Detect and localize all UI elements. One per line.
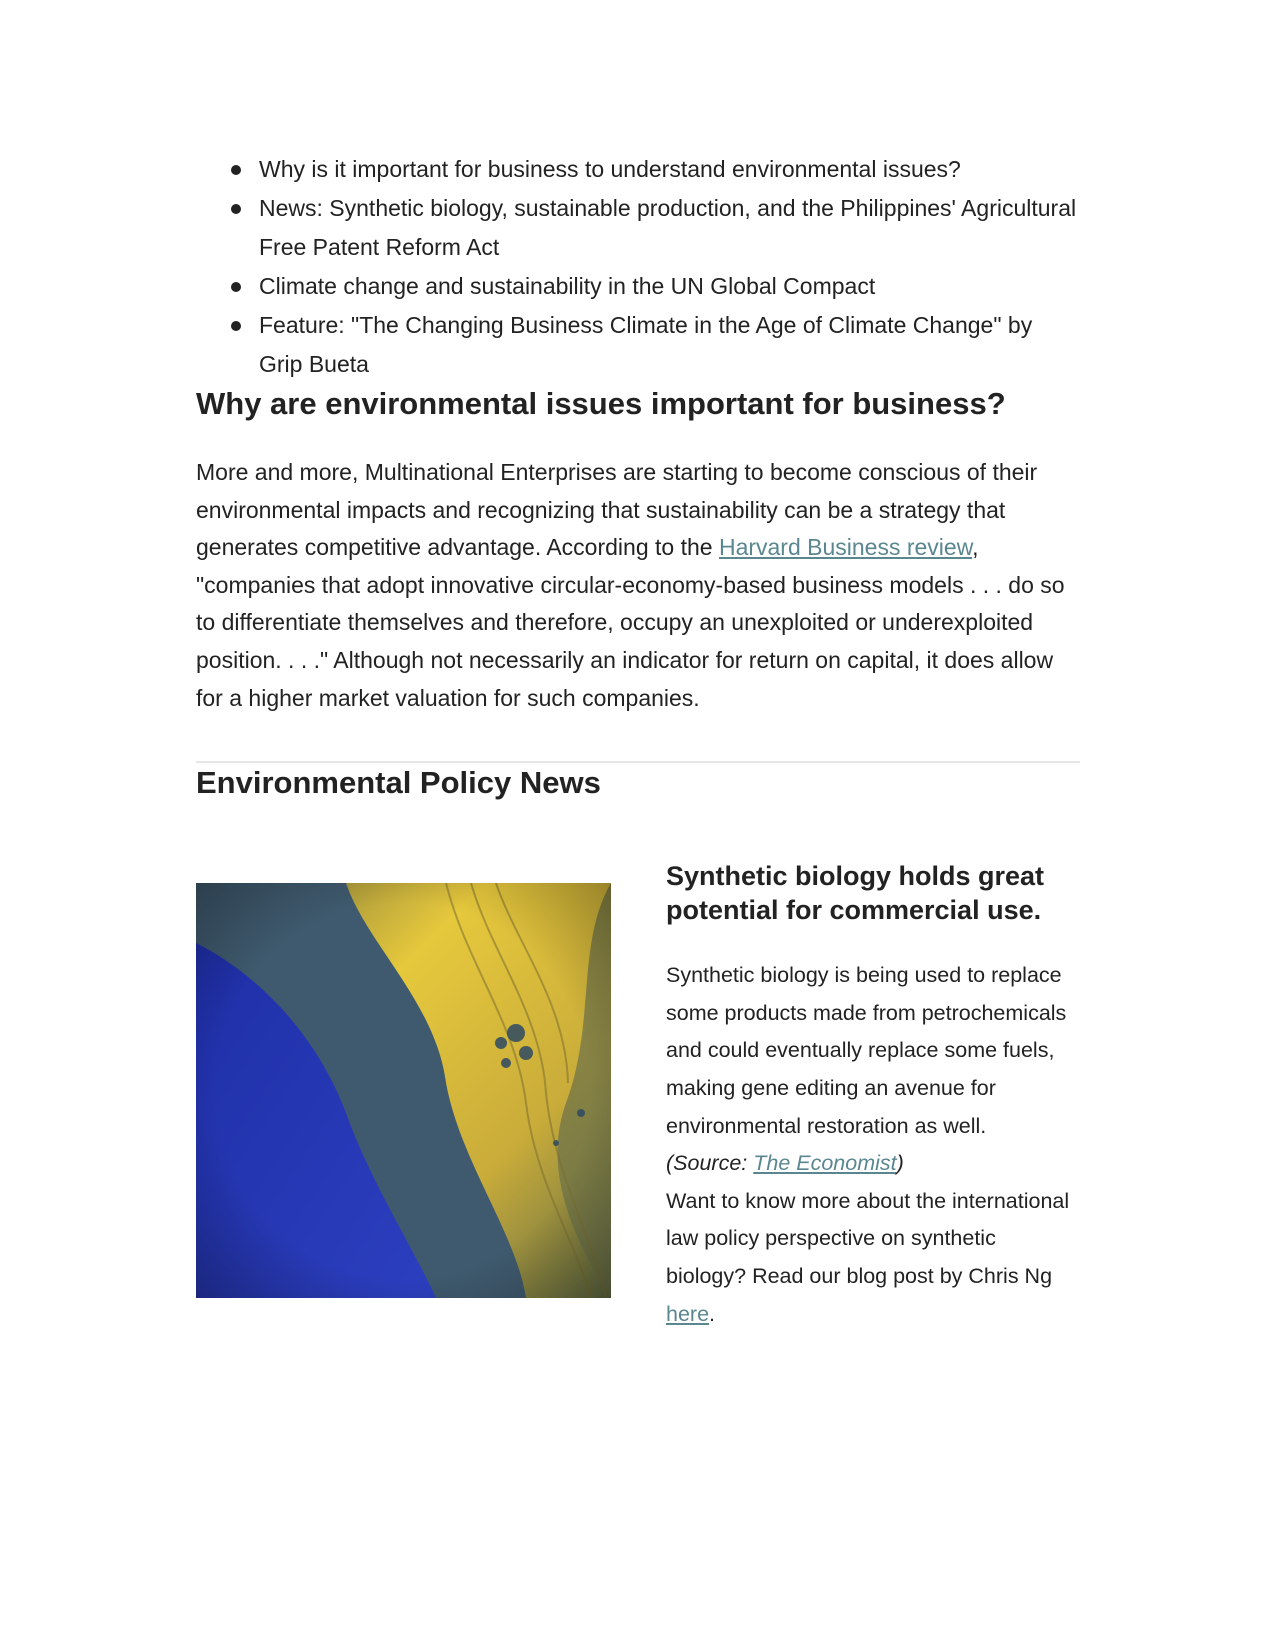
business-paragraph	[196, 454, 1080, 717]
toc-item: News: Synthetic biology, sustainable production, and the Philippines' Agricultural Free Patent Reform Act	[259, 189, 1080, 267]
article-more	[666, 1183, 1080, 1333]
paragraph-text: More and more, Multinational Enterprises are starting to become conscious of their environmental impacts and recognizing that sustainability can be a strategy that generates competitive advantage. According to the	[196, 459, 1038, 561]
news-item	[196, 859, 1080, 1339]
toc-item: Why is it important for business to understand environmental issues?	[259, 150, 1080, 189]
news-article-title: Synthetic biology holds great potential for commercial use.	[666, 861, 1045, 926]
table-of-contents	[196, 150, 1080, 384]
paragraph-text: , "companies that adopt innovative circular-economy-based business models . . . do so to differentiate themselves and therefore, occupy an unexploited or underexploited position. . . ." Although not necessarily an indicator for return on capital, it does allow for a higher market valuation for such companies.	[196, 534, 1065, 711]
article-source	[666, 1145, 1080, 1183]
more-text: Want to know more about the international law policy perspective on synthetic biology? Read our blog post by Chris Ng	[666, 1188, 1070, 1288]
section-title-policy-news: Environmental Policy News	[196, 765, 601, 801]
harvard-business-review-link[interactable]: Harvard Business review	[718, 534, 973, 561]
abstract-blue-yellow-fluid-image	[196, 883, 611, 1298]
toc-item: Climate change and sustainability in the UN Global Compact	[259, 267, 1080, 306]
newsletter-page	[196, 150, 1080, 1339]
the-economist-link[interactable]: The Economist	[753, 1151, 897, 1176]
article-summary: Synthetic biology is being used to replace some products made from petrochemicals and could eventually replace some fuels, making gene editing an avenue for environmental restoration as well.	[666, 963, 1067, 1138]
source-prefix: (Source:	[666, 1151, 754, 1176]
more-end: .	[709, 1301, 716, 1326]
news-article	[666, 859, 1080, 1333]
blog-post-here-link[interactable]: here	[666, 1301, 710, 1326]
source-suffix: )	[896, 1151, 904, 1176]
news-article-body	[666, 957, 1080, 1333]
toc-item: Feature: "The Changing Business Climate in the Age of Climate Change" by Grip Bueta	[259, 306, 1080, 384]
section-title-business: Why are environmental issues important for business?	[196, 386, 1006, 421]
